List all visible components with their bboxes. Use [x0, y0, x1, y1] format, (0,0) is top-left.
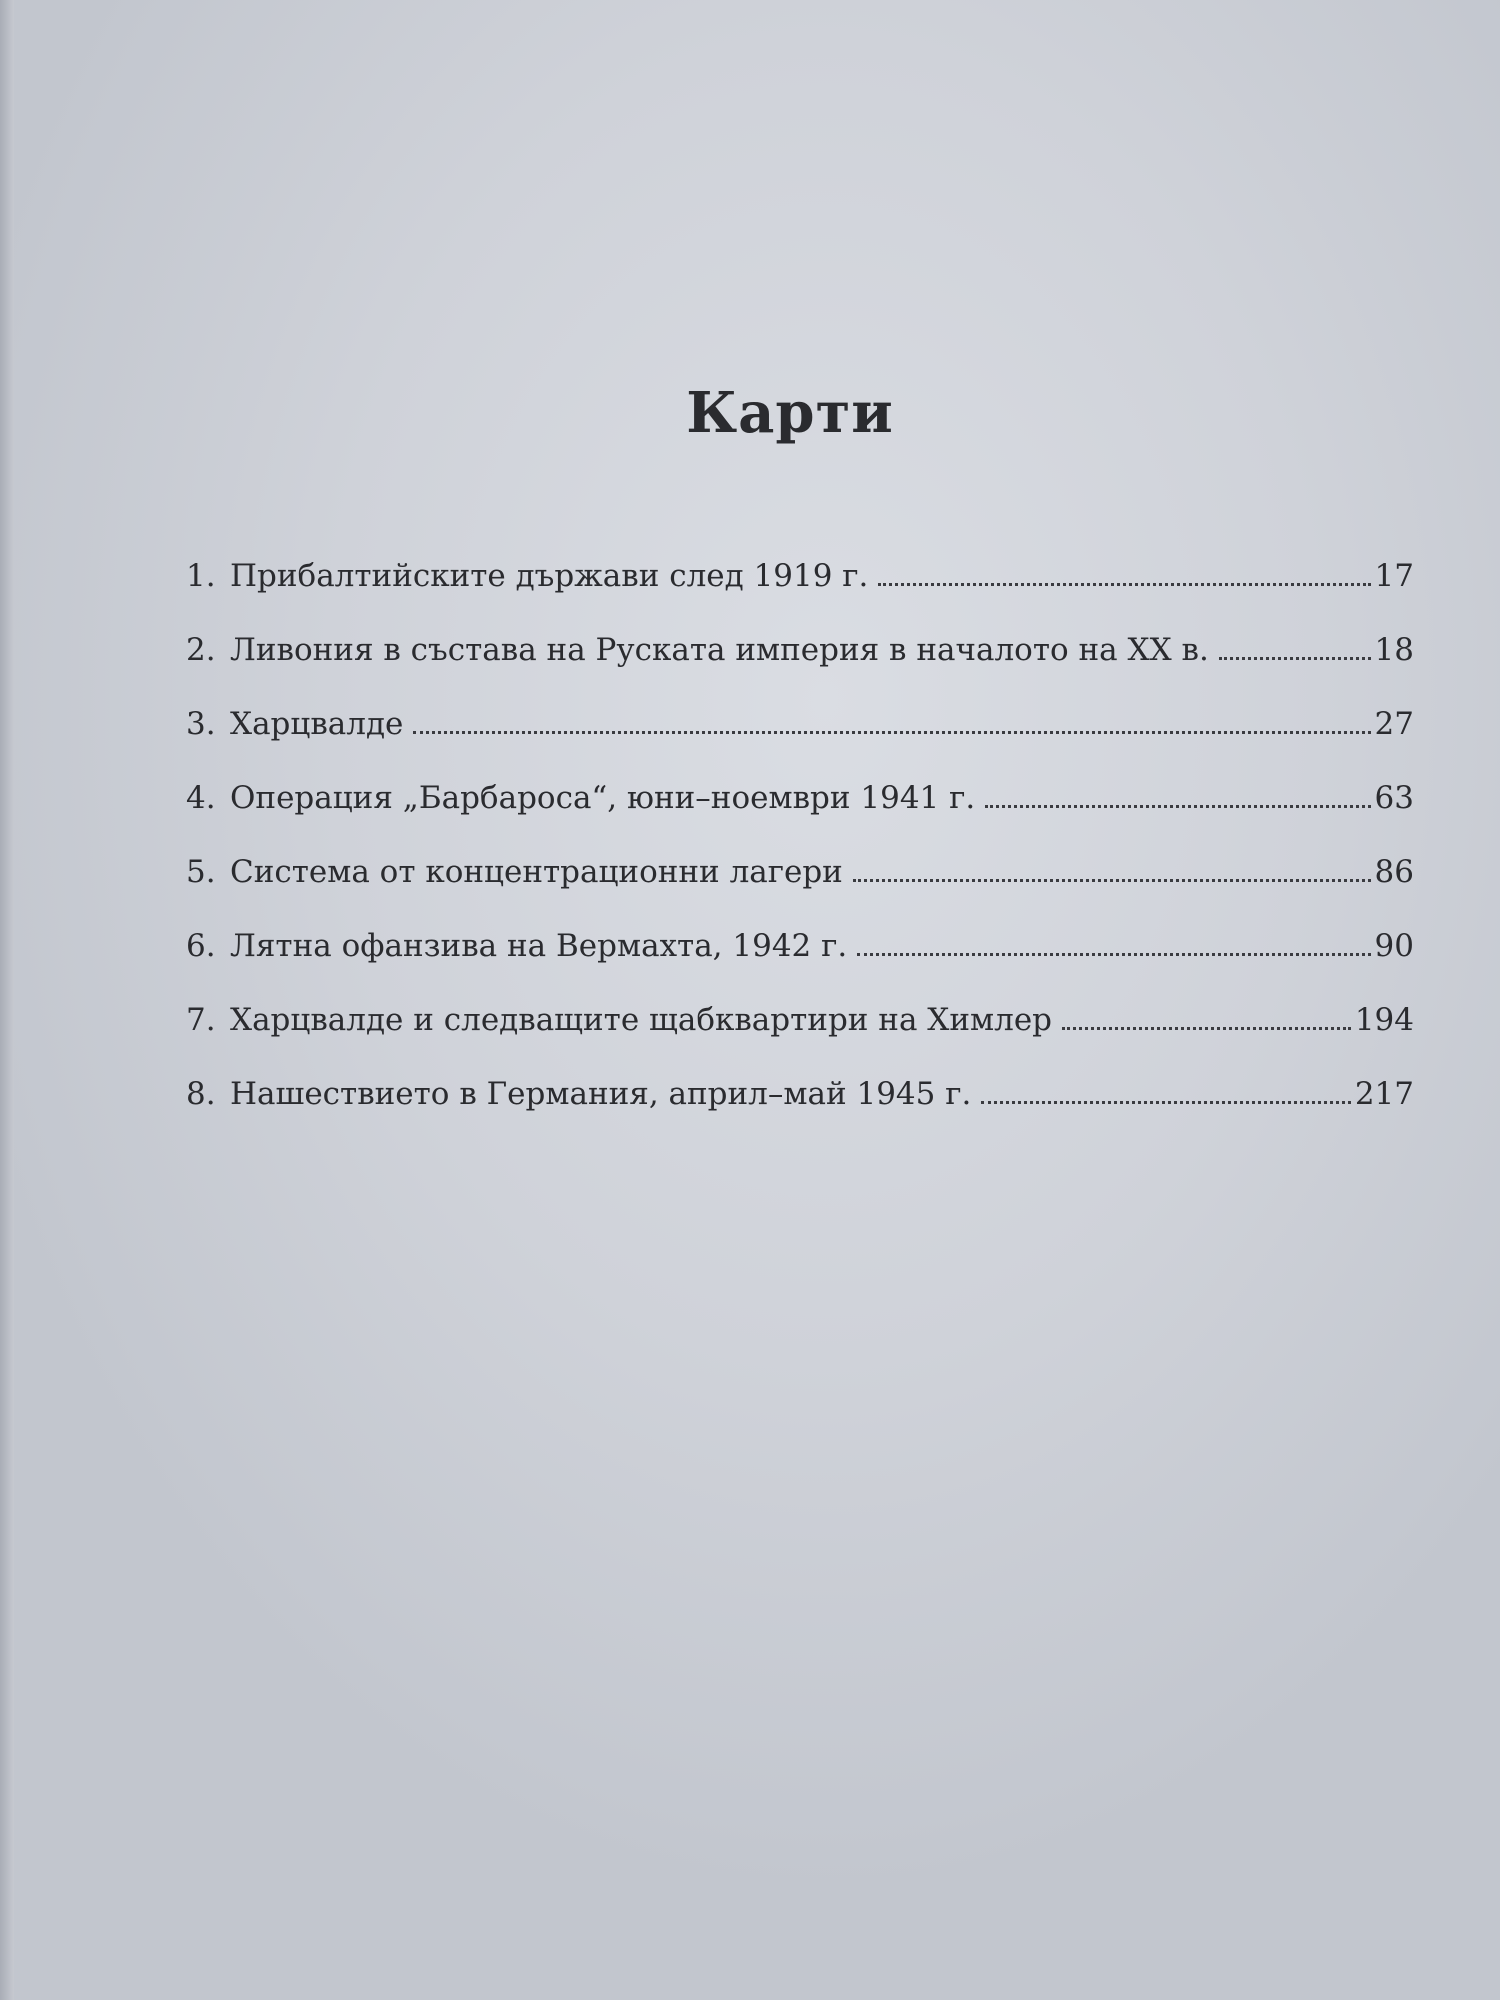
item-number: 8. [186, 1076, 216, 1112]
item-page-number: 194 [1354, 1002, 1414, 1038]
item-number: 3. [186, 706, 216, 742]
list-item [186, 632, 1414, 706]
item-page-number: 27 [1374, 706, 1414, 742]
item-page-number: 217 [1354, 1076, 1414, 1112]
list-item [186, 928, 1414, 1002]
dot-leader [981, 1100, 1351, 1104]
list-item [186, 558, 1414, 632]
item-title: Прибалтийските държави след 1919 г. [230, 558, 869, 594]
page-binding-edge [0, 0, 14, 2000]
item-title: Нашествието в Германия, април–май 1945 г. [230, 1076, 972, 1112]
item-title: Харцвалде и следващите щабквартири на Химлер [230, 1002, 1053, 1038]
item-page-number: 63 [1374, 780, 1414, 816]
dot-leader [985, 804, 1370, 808]
list-item [186, 1002, 1414, 1076]
list-item [186, 1076, 1414, 1150]
item-page-number: 90 [1374, 928, 1414, 964]
item-number: 1. [186, 558, 216, 594]
item-title: Система от концентрационни лагери [230, 854, 843, 890]
item-page-number: 18 [1374, 632, 1414, 668]
dot-leader [878, 582, 1370, 586]
item-number: 2. [186, 632, 216, 668]
item-title: Харцвалде [230, 706, 404, 742]
dot-leader [1062, 1026, 1351, 1030]
item-number: 6. [186, 928, 216, 964]
dot-leader [857, 952, 1370, 956]
item-number: 4. [186, 780, 216, 816]
item-page-number: 17 [1374, 558, 1414, 594]
dot-leader [413, 730, 1370, 734]
item-title: Лятна офанзива на Вермахта, 1942 г. [230, 928, 848, 964]
item-number: 7. [186, 1002, 216, 1038]
item-title: Ливония в състава на Руската империя в началото на XX в. [230, 632, 1209, 668]
item-page-number: 86 [1374, 854, 1414, 890]
dot-leader [1219, 656, 1371, 660]
page-title: Карти [686, 380, 894, 446]
list-item [186, 854, 1414, 928]
item-number: 5. [186, 854, 216, 890]
list-item [186, 780, 1414, 854]
item-title: Операция „Барбароса“, юни–ноември 1941 г. [230, 780, 976, 816]
maps-list [186, 558, 1414, 1150]
dot-leader [853, 878, 1371, 882]
list-item [186, 706, 1414, 780]
